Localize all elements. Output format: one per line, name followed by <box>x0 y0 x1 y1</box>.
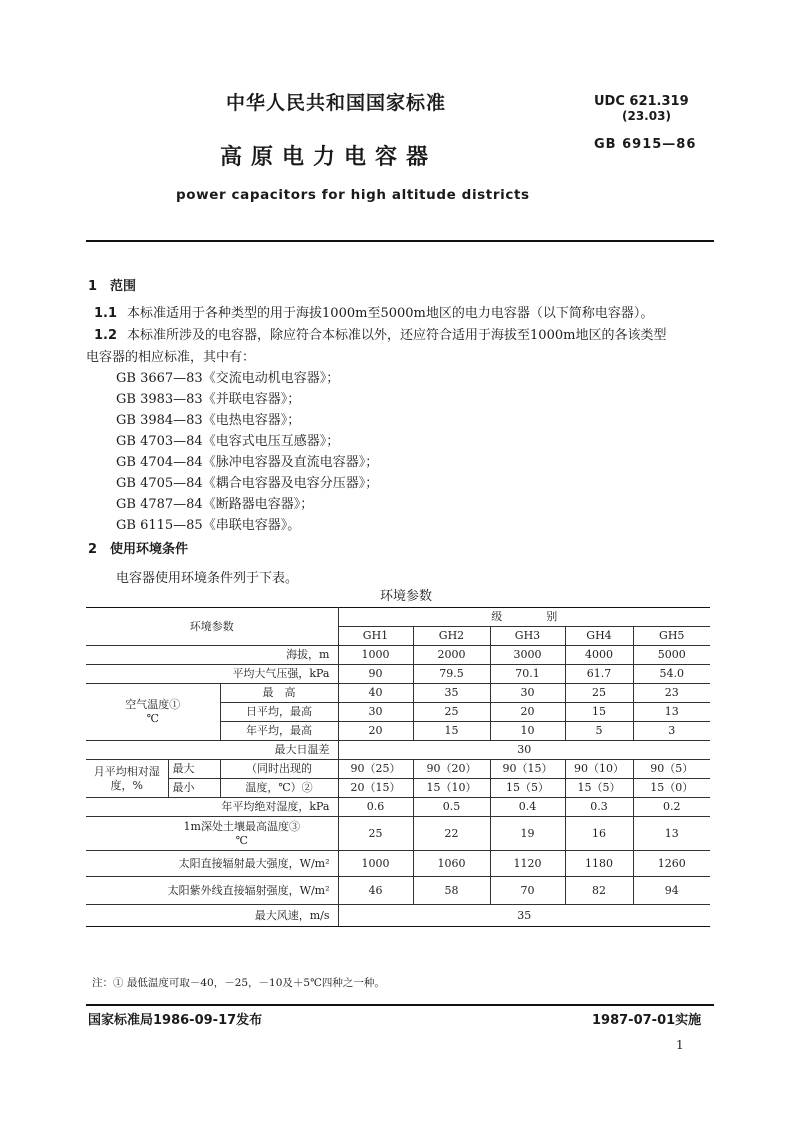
table-row <box>86 646 710 665</box>
table-cell: 10 <box>490 722 565 741</box>
param-header: 环境参数 <box>86 608 338 646</box>
table-row <box>86 665 710 684</box>
table-cell: 1120 <box>490 851 565 877</box>
table-cell: 61.7 <box>565 665 633 684</box>
table-cell: 58 <box>413 877 490 905</box>
table-cell: 15（10） <box>413 779 490 798</box>
table-cell: 25 <box>338 817 413 851</box>
table-cell: 30 <box>490 684 565 703</box>
table-cell: 20（15） <box>338 779 413 798</box>
table-cell: 2000 <box>413 646 490 665</box>
table-cell: 30 <box>338 703 413 722</box>
standard-ref: GB 4787—84《断路器电容器》； <box>116 497 314 512</box>
table-cell: 15 <box>565 703 633 722</box>
section-2-intro: 电容器使用环境条件列于下表。 <box>116 571 299 586</box>
group-label-line: ℃ <box>146 712 159 725</box>
standard-ref: GB 4703—84《电容式电压互感器》； <box>116 434 340 449</box>
standard-ref: GB 4705—84《耦合电容器及电容分压器》； <box>116 476 379 491</box>
row-label: 海拔，m <box>86 646 338 665</box>
level-header: 级 别 <box>338 608 710 627</box>
table-cell: 1000 <box>338 646 413 665</box>
row-label: 平均大气压强，kPa <box>86 665 338 684</box>
row-label: 年平均绝对湿度，kPa <box>86 798 338 817</box>
condition-label: 温度，℃）② <box>220 779 338 798</box>
table-row <box>86 760 710 779</box>
row-label: 日平均，最高 <box>220 703 338 722</box>
table-cell: 13 <box>633 703 710 722</box>
standard-ref: GB 3984—83《电热电容器》； <box>116 413 301 428</box>
table-cell: 1060 <box>413 851 490 877</box>
table-cell: 0.5 <box>413 798 490 817</box>
standard-ref: GB 6115—85《串联电容器》。 <box>116 518 301 533</box>
table-cell: 90（20） <box>413 760 490 779</box>
table-row <box>86 851 710 877</box>
table-cell: 90（15） <box>490 760 565 779</box>
table-cell: 15（0） <box>633 779 710 798</box>
table-cell: 15（5） <box>565 779 633 798</box>
issue-date: 国家标准局1986-09-17发布 <box>88 1013 263 1028</box>
grade-header: GH2 <box>413 627 490 646</box>
table-cell: 70 <box>490 877 565 905</box>
table-cell: 16 <box>565 817 633 851</box>
table-cell: 5 <box>565 722 633 741</box>
table-cell: 5000 <box>633 646 710 665</box>
table-cell: 54.0 <box>633 665 710 684</box>
row-label-line: ℃ <box>235 833 248 847</box>
udc-code: UDC 621.319 <box>594 94 689 109</box>
row-label: 太阳紫外线直接辐射强度，W/m² <box>86 877 338 905</box>
grade-header: GH3 <box>490 627 565 646</box>
table-row <box>86 608 710 627</box>
table-row <box>86 877 710 905</box>
table-cell: 0.2 <box>633 798 710 817</box>
environment-parameter-table <box>86 607 710 927</box>
table-cell: 35 <box>413 684 490 703</box>
table-cell: 70.1 <box>490 665 565 684</box>
table-row <box>86 905 710 927</box>
table-cell: 94 <box>633 877 710 905</box>
table-cell: 19 <box>490 817 565 851</box>
table-cell: 3 <box>633 722 710 741</box>
table-cell: 25 <box>413 703 490 722</box>
humidity-group-label <box>86 760 168 798</box>
table-cell: 20 <box>338 722 413 741</box>
table-cell: 30 <box>338 741 710 760</box>
table-cell: 82 <box>565 877 633 905</box>
table-cell: 4000 <box>565 646 633 665</box>
table-cell: 46 <box>338 877 413 905</box>
row-label: 最大风速，m/s <box>86 905 338 927</box>
standard-ref: GB 3667—83《交流电动机电容器》； <box>116 371 340 386</box>
standard-ref: GB 4704—84《脉冲电容器及直流电容器》； <box>116 455 379 470</box>
table-cell: 15 <box>413 722 490 741</box>
table-cell: 90 <box>338 665 413 684</box>
document-title: 高原电力电容器 <box>220 145 438 170</box>
standard-number: GB 6915—86 <box>594 137 697 152</box>
table-cell: 90（10） <box>565 760 633 779</box>
table-cell: 20 <box>490 703 565 722</box>
table-cell: 3000 <box>490 646 565 665</box>
clause-number: 1.1 <box>94 306 118 321</box>
table-cell: 25 <box>565 684 633 703</box>
table-cell: 0.6 <box>338 798 413 817</box>
row-label: 最大日温差 <box>86 741 338 760</box>
clause-1-2-continued: 电容器的相应标准，其中有： <box>86 350 256 365</box>
clause-text: 本标准所涉及的电容器，除应符合本标准以外，还应符合适用于海拔至1000m地区的各该类型 <box>127 328 667 343</box>
table-cell: 1180 <box>565 851 633 877</box>
table-row <box>86 817 710 851</box>
table-row <box>86 741 710 760</box>
table-cell: 15（5） <box>490 779 565 798</box>
table-cell: 35 <box>338 905 710 927</box>
table-cell: 1000 <box>338 851 413 877</box>
group-label-line: 月平均相对湿 <box>93 764 160 778</box>
table-cell: 40 <box>338 684 413 703</box>
standard-ref: GB 3983—83《并联电容器》； <box>116 392 301 407</box>
table-cell: 90（25） <box>338 760 413 779</box>
row-label: 年平均，最高 <box>220 722 338 741</box>
header-divider <box>86 240 714 242</box>
table-row <box>86 684 710 703</box>
table-cell: 79.5 <box>413 665 490 684</box>
row-label: 最 高 <box>220 684 338 703</box>
table-cell: 90（5） <box>633 760 710 779</box>
clause-text: 本标准适用于各种类型的用于海拔1000m至5000m地区的电力电容器（以下简称电容器）。 <box>127 306 654 321</box>
row-label-line: 1m深处土壤最高温度③ <box>183 819 300 833</box>
grade-header: GH1 <box>338 627 413 646</box>
english-title: power capacitors for high altitude districts <box>176 187 530 203</box>
row-label: 最小 <box>168 779 220 798</box>
table-footnote: 注：① 最低温度可取－40，－25，－10及＋5℃四种之一种。 <box>92 977 385 989</box>
clause-number: 1.2 <box>94 328 118 343</box>
table-caption: 环境参数 <box>380 589 433 604</box>
row-label: 太阳直接辐射最大强度，W/m² <box>86 851 338 877</box>
section-2-heading: 2 使用环境条件 <box>88 542 189 557</box>
clause-1-1 <box>94 302 653 321</box>
implementation-date: 1987-07-01实施 <box>592 1013 702 1028</box>
table-cell: 22 <box>413 817 490 851</box>
page-number: 1 <box>676 1038 684 1052</box>
table-cell: 13 <box>633 817 710 851</box>
grade-header: GH4 <box>565 627 633 646</box>
table-cell: 0.4 <box>490 798 565 817</box>
group-label-line: 空气温度① <box>125 698 181 711</box>
group-label-line: 度，% <box>110 778 143 792</box>
table-cell: 0.3 <box>565 798 633 817</box>
air-temp-group-label <box>86 684 220 741</box>
table-row <box>86 779 710 798</box>
row-label: 最大 <box>168 760 220 779</box>
udc-subcode: (23.03) <box>622 109 671 123</box>
grade-header: GH5 <box>633 627 710 646</box>
section-1-heading: 1 范围 <box>88 279 137 294</box>
issuing-country-heading: 中华人民共和国国家标准 <box>226 92 447 114</box>
condition-label: （同时出现的 <box>220 760 338 779</box>
table-cell: 1260 <box>633 851 710 877</box>
table-row <box>86 798 710 817</box>
clause-1-2 <box>94 324 666 343</box>
row-label <box>86 817 338 851</box>
footer-divider <box>86 1004 714 1006</box>
table-cell: 23 <box>633 684 710 703</box>
